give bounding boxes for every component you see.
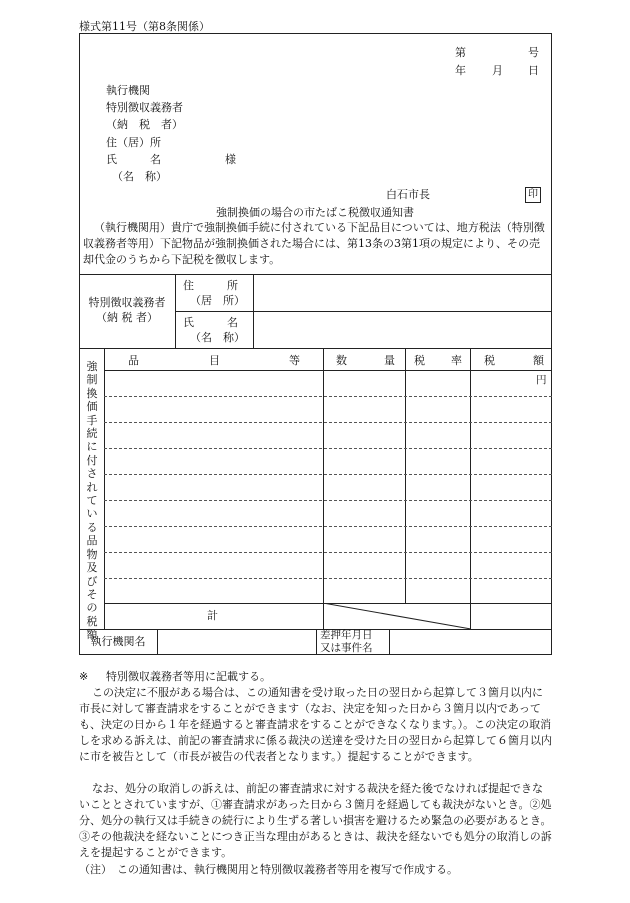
item-row-line [104,396,552,397]
addressee-exec-agency: 執行機関 [106,84,150,97]
bottom-divider-2 [316,629,317,655]
asterisk-note: 特別徴収義務者等用に記載する。 [106,670,271,683]
addressee-special-collector: 特別徴収義務者 [106,101,183,114]
col-amount-char-2: 額 [533,354,544,367]
item-row-line [104,500,552,501]
total-diagonal-line [323,603,471,629]
notice-body: （執行機関用）貴庁で強制換価手続に付されている下記品目については、地方税法（特別徴収義務者等用）下記物品が強制換価された場合には、第13条の3第1項の規定により、その売却代金のうちから下記税を徴収します。 [83,221,545,266]
number-prefix: 第 [455,46,466,59]
items-table-top [79,348,552,349]
item-row-line [104,526,552,527]
notice-title: 強制換価の場合の市たばこ税徴収通知書 [216,206,414,219]
form-number: 様式第11号（第8条関係） [79,20,210,33]
notes-paragraph-1: この決定に不服がある場合は、この通知書を受け取った日の翌日から起算して３箇月以内に市長に対して審査請求をすることができます（なお、決定を知った日から３箇月以内であっても、決定の日から１年を経過すると審査請求をすることができなくなります。）。この決定の取消しを求める訴えは、前記の審査請求に係る裁決の送達を受けた日の翌日から起算して６箇月以内に市を被告として（市長が被告の代表者となります。）提起することができます。 [79,686,552,763]
item-row-line [104,448,552,449]
col-qty-char-1: 数 [336,354,347,367]
col-rate-char-2: 率 [451,354,462,367]
collector-label-2: （納 税 者） [96,311,158,324]
items-col-divider-2 [405,348,406,603]
items-col-divider-1 [323,348,324,629]
item-row-line [104,552,552,553]
collector-mid-line [175,311,552,312]
item-row-line [104,422,552,423]
notes-paragraph-2: なお、処分の取消しの訴えは、前記の審査請求に対する裁決を経た後でなければ提起できないこととされていますが、①審査請求があった日から３箇月を経過しても裁決がないとき。②処分、処分の執行又は手続きの続行により生ずる著しい損害を避けるため緊急の必要があるとき。③その他裁決を経ないことにつき正当な理由があるときは、裁決を経ないでも処分の取消しの訴えを提起することができます。 [79,782,552,859]
yen-unit: 円 [536,374,547,386]
bottom-divider-3 [389,629,390,655]
seal-stamp: 印 [525,187,541,203]
items-side-divider [104,348,105,629]
col-amount-char-1: 税 [484,354,495,367]
col-item-char-3: 等 [289,354,300,367]
items-header-line [104,370,552,371]
collector-table-top [79,274,552,275]
issuer-mayor: 白石市長 [386,188,430,201]
col-qty-char-2: 量 [384,354,395,367]
seizure-date-label-2: 又は事件名 [320,642,373,654]
collector-address-label-1: 住 所 [183,279,238,292]
date-day: 日 [528,64,539,77]
bottom-divider-1 [157,629,158,655]
addressee-name: 氏 名 [106,153,161,166]
number-suffix: 号 [528,46,539,59]
footnote-text: この通知書は、執行機関用と特別徴収義務者等用を複写で作成する。 [117,863,458,876]
addressee-corp-name: （名 称） [112,170,167,183]
collector-address-label-2: （居 所） [190,294,245,307]
exec-agency-name-label: 執行機関名 [90,635,146,648]
col-rate-char-1: 税 [414,354,425,367]
addressee-address: 住（居）所 [106,136,161,149]
collector-label-1: 特別徴収義務者 [88,296,166,309]
addressee-honorific: 様 [225,153,236,166]
collector-name-label-2: （名 称） [190,331,245,344]
item-row-line [104,578,552,579]
collector-name-label-1: 氏 名 [183,316,238,329]
total-label: 計 [207,609,218,622]
date-year: 年 [455,64,466,77]
seizure-date-label-1: 差押年月日 [320,629,373,641]
date-month: 月 [492,64,503,77]
item-row-line [104,474,552,475]
asterisk-mark: ※ [79,670,89,683]
footnote-mark: （注） [79,863,112,876]
col-item-char-2: 目 [209,354,220,367]
col-item-char-1: 品 [128,354,139,367]
items-side-label: 強制換価手続に付されている品物及びその税額 [86,360,98,642]
addressee-taxpayer: （納 税 者） [106,118,183,131]
items-col-divider-3 [470,348,471,629]
